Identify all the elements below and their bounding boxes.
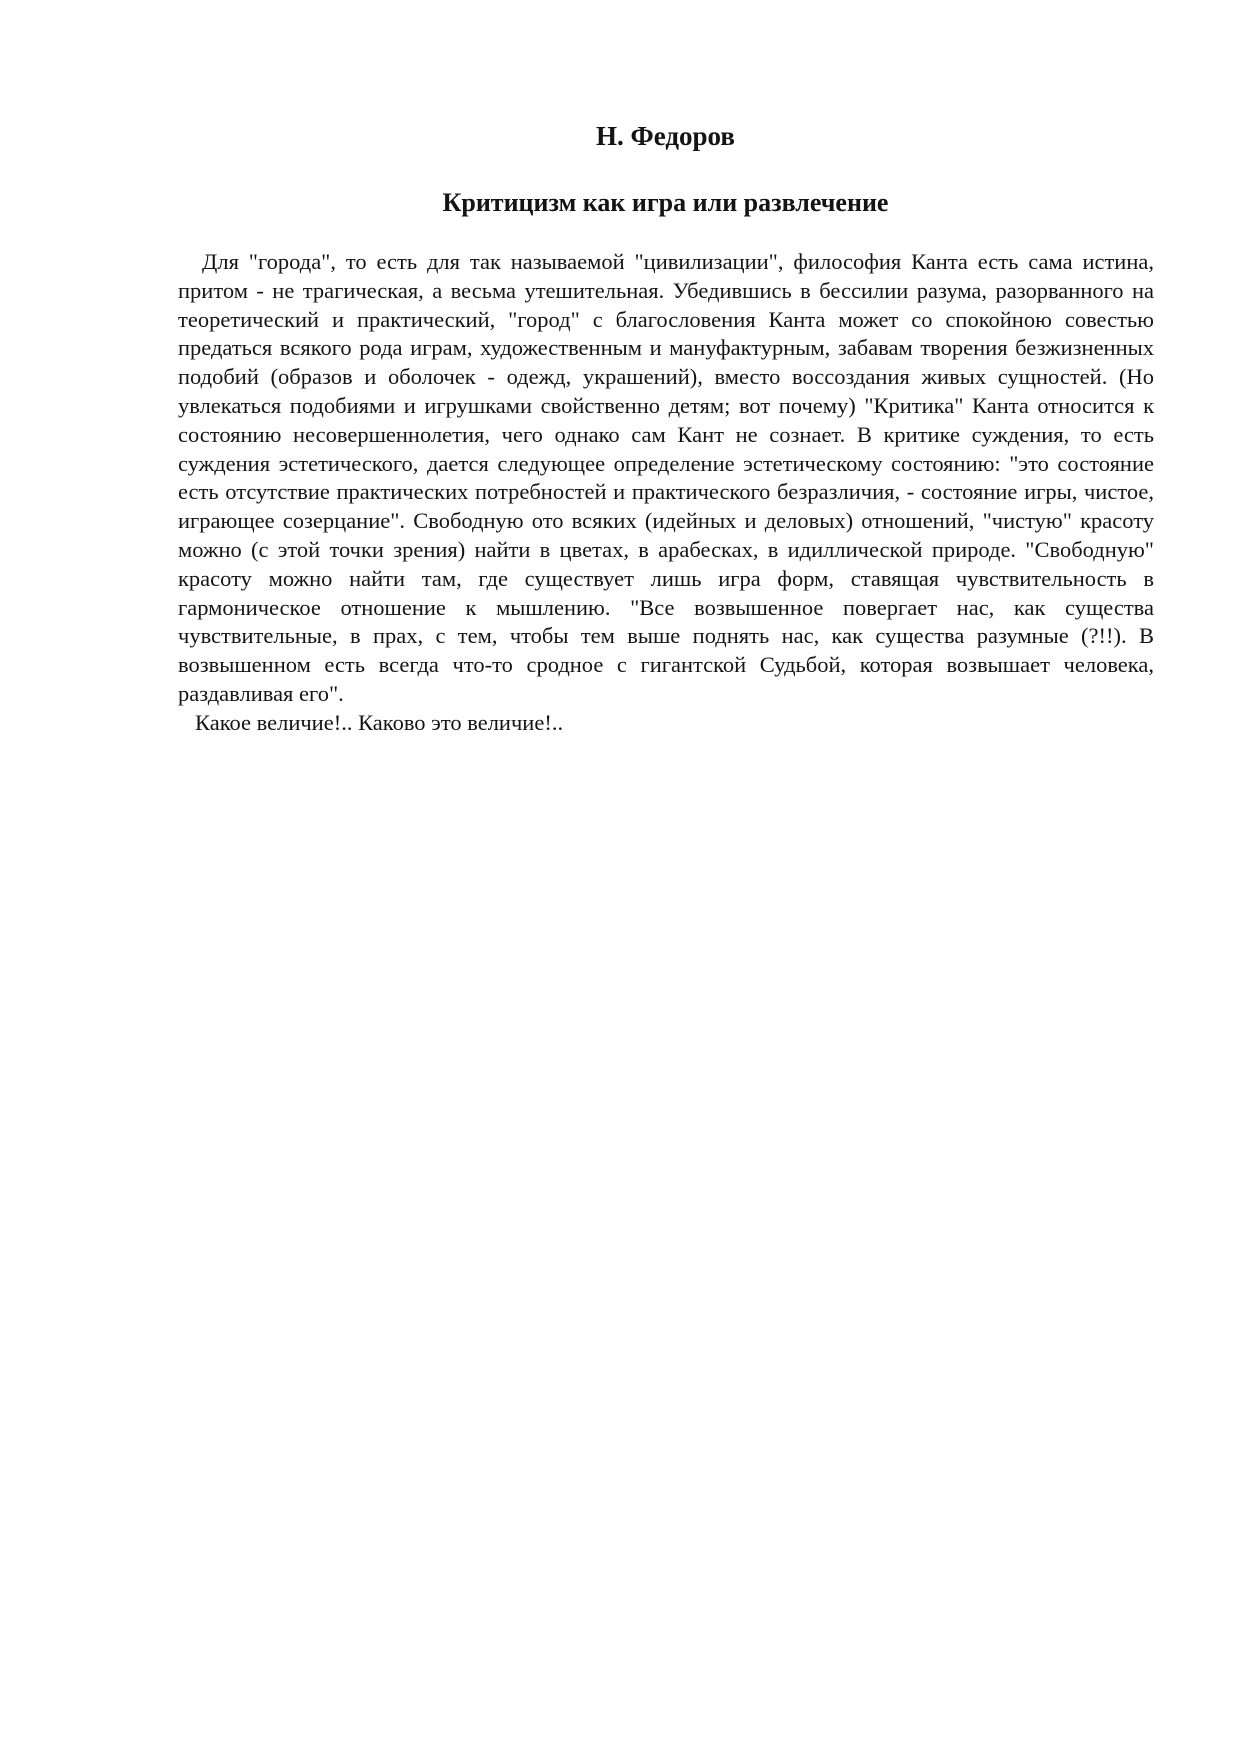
closing-paragraph: Какое величие!.. Каково это величие!.. bbox=[195, 709, 564, 735]
body-paragraph: Для "города", то есть для так называемой "цивилизации", философия Канта есть сама истина, притом - не трагическая, а весьма утешительная. Убедившись в бессилии разума, разорванного на теоретический и практический, "город" с благословения Канта может со спокойною совестью предаться всякого рода играм, художественным и мануфактурным, забавам творения безжизненных подобий (образов и оболочек - одежд, украшений), вместо воссоздания живых сущностей. (Но увлекаться подобиями и игрушками свойственно детям; вот почему) "Критика" Канта относится к состоянию несовершеннолетия, чего однако сам Кант не сознает. В критике суждения, то есть суждения эстетического, дается следующее определение эстетическому состоянию: "это состояние есть отсутствие практических потребностей и практического безразличия, - состояние игры, чистое, играющее созерцание". Свободную ото всяких (идейных и деловых) отношений, "чистую" красоту можно (с этой точки зрения) найти в цветах, в арабесках, в идиллической природе. "Свободную" красоту можно найти там, где существует лишь игра форм, ставящая чувствительность в гармоническое отношение к мышлению. "Все возвышенное повергает нас, как существа чувствительные, в прах, с тем, чтобы тем выше поднять нас, как существа разумные (?!!). В возвышенном есть всегда что-то сродное с гигантской Судьбой, которая возвышает человека, раздавливая его". bbox=[178, 249, 1154, 706]
document-title: Критицизм как игра или развлечение bbox=[442, 188, 889, 217]
document-body bbox=[178, 248, 1154, 738]
author-name: Н. Федоров bbox=[596, 121, 735, 151]
